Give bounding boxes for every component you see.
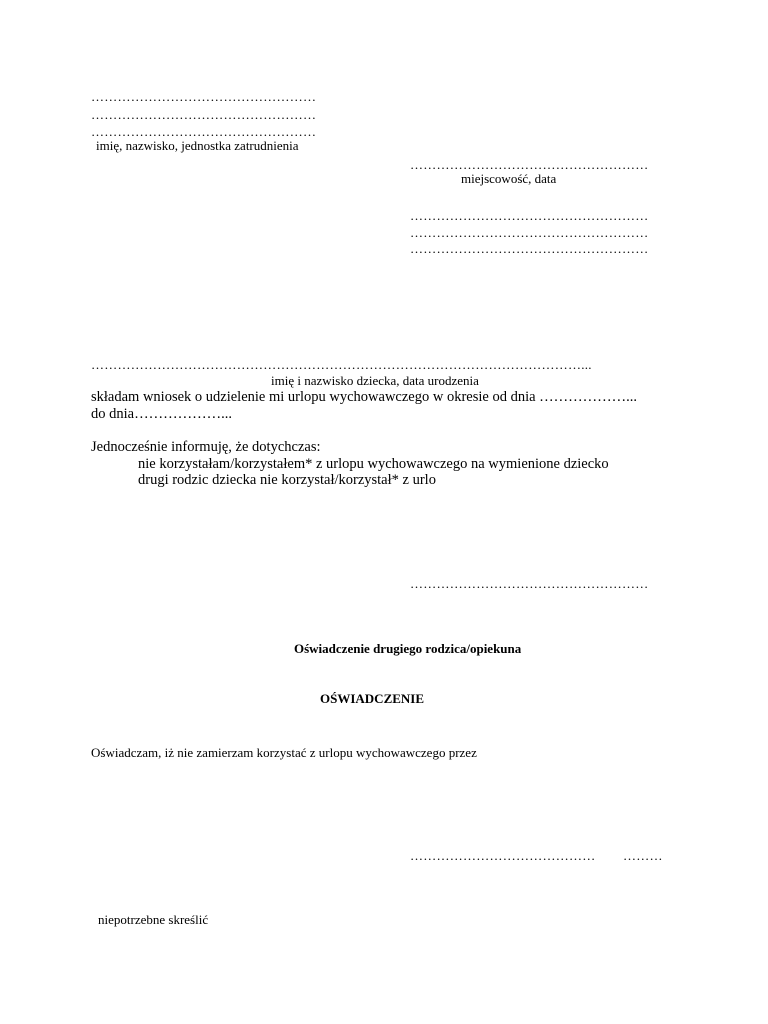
signature-1-dot-line: ……………………………………………… [410, 576, 649, 591]
sender-dot-line-2: …………………………………………… [91, 107, 317, 122]
statement-text: Oświadczam, iż nie zamierzam korzystać z urlopu wychowawczego przez [91, 745, 477, 760]
place-date-dot-line: ……………………………………………… [410, 157, 649, 172]
footnote: niepotrzebne skreślić [98, 912, 209, 927]
section-heading: Oświadczenie drugiego rodzica/opiekuna [294, 641, 522, 656]
info-intro: Jednocześnie informuję, że dotychczas: [91, 439, 321, 455]
sender-caption: imię, nazwisko, jednostka zatrudnienia [96, 138, 299, 153]
recipient-dot-line-3: ……………………………………………… [410, 241, 649, 256]
signature-2-dot-line-b: ……… [623, 848, 663, 863]
sender-dot-line-1: …………………………………………… [91, 89, 317, 104]
signature-2-dot-line-a: …………………………………… [410, 848, 596, 863]
request-line-1: składam wniosek o udzielenie mi urlopu wychowawczego w okresie od dnia ………………... [91, 389, 638, 405]
recipient-dot-line-2: ……………………………………………… [410, 225, 649, 240]
request-line-2: do dnia………………... [91, 406, 232, 422]
info-item-2: drugi rodzic dziecka nie korzystał/korzystał* z urlo [138, 472, 436, 488]
recipient-dot-line-1: ……………………………………………… [410, 208, 649, 223]
child-caption: imię i nazwisko dziecka, data urodzenia [271, 373, 479, 388]
sender-dot-line-3: …………………………………………… [91, 124, 317, 139]
info-item-1: nie korzystałam/korzystałem* z urlopu wychowawczego na wymienione dziecko [138, 456, 609, 472]
child-dot-line: …………………………………………………………………………………………………... [91, 357, 592, 372]
statement-title: OŚWIADCZENIE [320, 691, 425, 706]
place-date-caption: miejscowość, data [461, 171, 557, 186]
